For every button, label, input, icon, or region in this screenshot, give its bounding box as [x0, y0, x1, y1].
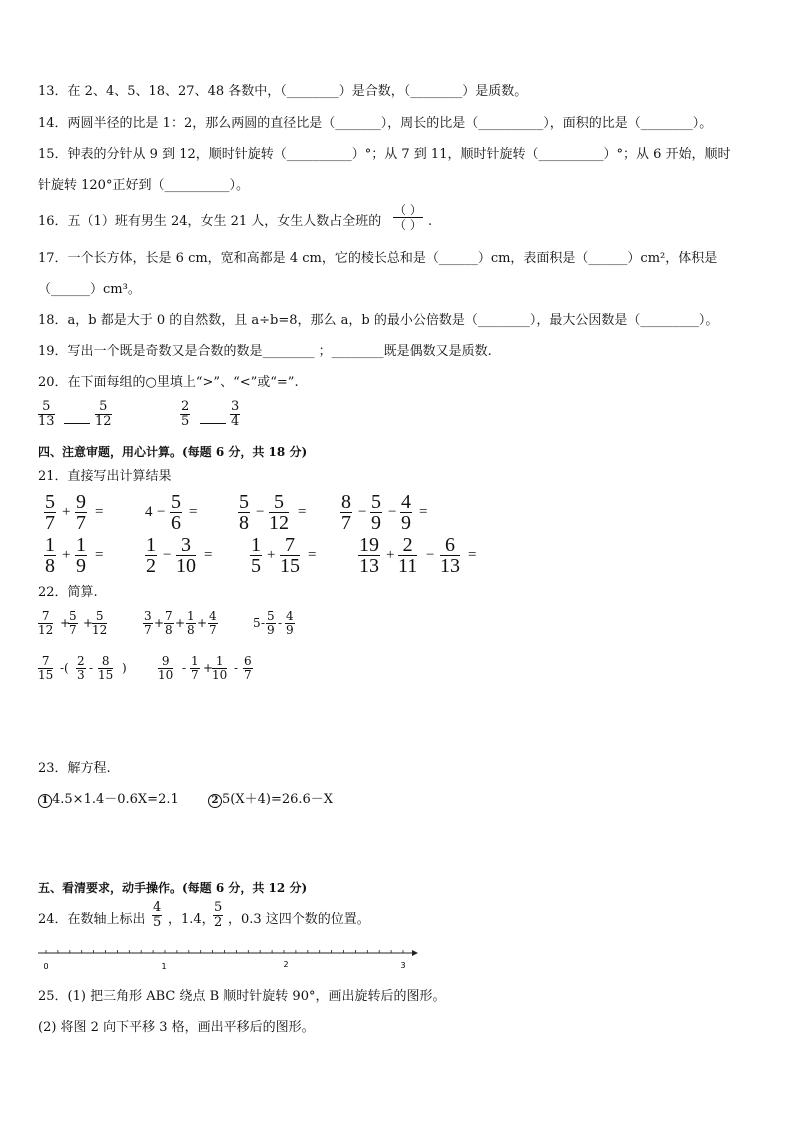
- question-17-line1: 17．一个长方体，长是 6 cm，宽和高都是 4 cm，它的棱长总和是（______）cm，表面积是（______）cm²，体积是: [38, 251, 718, 266]
- denominator: 10: [212, 668, 228, 682]
- numerator: 1: [146, 534, 156, 556]
- denominator: 5: [153, 915, 162, 930]
- q21-r2-e4-op1: +: [386, 547, 395, 563]
- denominator: 7: [76, 512, 86, 534]
- numerator: 8: [98, 655, 113, 669]
- q21-r1-e4-op1: −: [358, 504, 367, 520]
- numerator: 4: [153, 900, 162, 915]
- numerator: 4: [401, 491, 411, 513]
- denominator: 7: [144, 623, 152, 637]
- q22-r1-e2-f2: [164, 610, 174, 637]
- denominator: 3: [77, 668, 85, 682]
- numerator: 9: [76, 491, 86, 513]
- denominator: 8: [165, 623, 173, 637]
- question-17-line2: （______）cm³。: [38, 282, 141, 297]
- question-24-mid: ，1.4，: [168, 912, 215, 927]
- denominator: 10: [158, 668, 174, 682]
- q22-r2-e1-op2: -: [89, 661, 94, 675]
- q21-r2-e1-f2: [75, 535, 87, 576]
- denominator: 9: [371, 512, 381, 534]
- number-line[interactable]: [0, 945, 794, 985]
- numerator: 1: [212, 655, 227, 669]
- axis-arrow: [412, 950, 418, 956]
- q22-r1-e1-f1: [38, 610, 53, 637]
- q21-r2-e3-f1: [250, 535, 262, 576]
- q23-equation-1: [38, 792, 179, 808]
- numerator: 5: [38, 400, 55, 415]
- q21-r1-e2-op: −: [157, 504, 166, 520]
- axis-label-2: 2: [283, 960, 289, 969]
- numerator: 7: [38, 610, 53, 624]
- question-16: [38, 214, 381, 230]
- denominator: 4: [231, 414, 240, 429]
- numerator: 4: [209, 609, 217, 623]
- q22-r2-e2-op2: +: [203, 661, 214, 675]
- question-24-end: ，0.3 这四个数的位置。: [228, 912, 370, 927]
- q21-r1-e3-op: −: [256, 504, 265, 520]
- numerator: 4: [286, 609, 294, 623]
- q21-r1-e1-eq: =: [95, 504, 104, 520]
- q22-r1-e2-f3: [186, 610, 196, 637]
- q21-r2-e3-eq: =: [308, 547, 317, 563]
- q22-r2-e1-f3: [98, 655, 113, 682]
- numerator: 6: [440, 535, 460, 556]
- q21-r2-e3-f2: [280, 535, 300, 576]
- number-line-axis: [38, 950, 418, 956]
- numerator: 5: [371, 491, 381, 513]
- question-18: 18．a，b 都是大于 0 的自然数，且 a÷b=8，那么 a，b 的最小公倍数是（________），最大公因数是（_________）。: [38, 313, 719, 328]
- numerator: 3: [231, 399, 240, 414]
- q22-r1-e3-f2: [285, 610, 295, 637]
- q21-r1-e1-f1: [44, 492, 56, 533]
- q21-r2-e1-eq: =: [95, 547, 104, 563]
- numerator: 6: [244, 654, 252, 668]
- q22-r1-e2-op1: +: [154, 616, 165, 630]
- q21-r2-e4-f1: [358, 535, 380, 576]
- numerator: 5: [214, 900, 223, 915]
- q20-fraction-1b: [95, 400, 112, 429]
- q21-r2-e2-op: −: [163, 547, 172, 563]
- denominator: 5: [251, 555, 261, 577]
- q21-r1-e4-f2: [370, 492, 382, 533]
- equation-2-text: 5(X＋4)=26.6－X: [222, 792, 334, 807]
- q21-r1-e4-eq: =: [419, 504, 428, 520]
- question-16-text: 16．五（1）班有男生 24，女生 21 人，女生人数占全班的: [38, 214, 382, 229]
- numerator: 7: [38, 655, 53, 669]
- denominator: 7: [341, 512, 351, 534]
- denominator: 13: [440, 555, 460, 577]
- q21-r1-e3-eq: =: [298, 504, 307, 520]
- q21-r2-e4-op2: −: [426, 547, 435, 563]
- section-4-heading: 四、注意审题，用心计算。(每题 6 分，共 18 分): [38, 445, 308, 459]
- q21-r1-e3-f2: [269, 492, 289, 533]
- numerator: 2: [398, 535, 417, 556]
- numerator: 1: [187, 609, 195, 623]
- q20-fraction-2b: [230, 400, 240, 429]
- denominator: 11: [398, 555, 418, 577]
- q22-r2-e2-f3: [212, 655, 227, 682]
- numerator: 5: [269, 492, 289, 513]
- q21-r1-e2-eq: =: [189, 504, 198, 520]
- numerator: 5: [92, 610, 107, 624]
- q21-r1-e1-f2: [75, 492, 87, 533]
- q21-r1-e1-op: +: [62, 504, 71, 520]
- denominator: 13: [359, 555, 379, 577]
- question-23: 23．解方程.: [38, 761, 111, 776]
- q22-r2-e1-close: ): [122, 661, 127, 675]
- denominator: 7: [45, 512, 55, 534]
- q22-r1-e1-f3: [92, 610, 107, 637]
- q21-r2-e2-f1: [145, 535, 157, 576]
- question-24: [38, 912, 146, 928]
- denominator: 9: [401, 512, 411, 534]
- q22-r1-e2-op2: +: [175, 616, 186, 630]
- q24-fraction-2: [213, 901, 223, 930]
- axis-label-1: 1: [161, 962, 167, 971]
- q22-r1-e1-f2: [68, 610, 78, 637]
- q21-r2-e4-f2: [398, 535, 417, 576]
- q22-r1-e2-op3: +: [197, 616, 208, 630]
- q23-equation-2: [208, 792, 333, 808]
- q22-r1-e3-whole: 5: [253, 616, 261, 630]
- fraction-denominator: （ ）: [394, 218, 422, 232]
- denominator: 15: [38, 668, 54, 682]
- q21-r1-e4-f3: [400, 492, 412, 533]
- q22-r1-e2-f1: [143, 610, 153, 637]
- q20-fraction-2a: [180, 400, 190, 429]
- q20-compare-blank-2[interactable]: [200, 423, 226, 424]
- numerator: 7: [280, 535, 300, 556]
- numerator: 5: [171, 491, 181, 513]
- numerator: 9: [158, 655, 173, 669]
- q22-r1-e2-f4: [208, 610, 218, 637]
- denominator: 15: [280, 555, 300, 577]
- question-13: 13．在 2、4、5、18、27、48 各数中，（________）是合数，（________）是质数。: [38, 84, 528, 99]
- q22-r2-e1-op1: -(: [60, 661, 69, 675]
- section-5-heading: 五、看清要求，动手操作。(每题 6 分，共 12 分): [38, 881, 308, 895]
- q21-r2-e3-op: +: [267, 547, 276, 563]
- denominator: 12: [92, 623, 108, 637]
- numerator: 2: [181, 399, 190, 414]
- denominator: 2: [214, 915, 223, 930]
- question-25-part-1: 25．(1) 把三角形 ABC 绕点 B 顺时针旋转 90°，画出旋转后的图形。: [38, 989, 446, 1004]
- numerator: 1: [191, 654, 199, 668]
- denominator: 13: [38, 414, 55, 429]
- q21-r2-e1-f1: [44, 535, 56, 576]
- denominator: 7: [69, 623, 77, 637]
- denominator: 9: [76, 555, 86, 577]
- q21-r2-e4-f3: [440, 535, 460, 576]
- numerator: 5: [45, 491, 55, 513]
- q20-fraction-1a: [38, 400, 55, 429]
- numerator: 5: [239, 491, 249, 513]
- q22-r2-e2-f1: [158, 655, 173, 682]
- denominator: 7: [244, 668, 252, 682]
- denominator: 12: [38, 623, 54, 637]
- q21-r1-e2-f1: [170, 492, 182, 533]
- denominator: 2: [146, 555, 156, 577]
- denominator: 9: [267, 623, 275, 637]
- q22-r1-e3-op1: -: [278, 616, 283, 630]
- q22-r2-e2-op3: -: [234, 661, 239, 675]
- question-22: 22．简算.: [38, 585, 98, 600]
- numerator: 3: [176, 535, 196, 556]
- numerator: 2: [77, 654, 85, 668]
- q21-r2-e1-op: +: [62, 547, 71, 563]
- denominator: 7: [209, 623, 217, 637]
- denominator: 7: [191, 668, 199, 682]
- q22-r2-e2-f2: [190, 655, 200, 682]
- denominator: 9: [286, 623, 294, 637]
- denominator: 12: [95, 414, 112, 429]
- fraction-numerator: （ ）: [394, 203, 422, 217]
- q21-r1-e4-f1: [340, 492, 352, 533]
- q22-r1-e1-op1: +: [60, 616, 71, 630]
- denominator: 8: [45, 555, 55, 577]
- q21-r2-e2-eq: =: [204, 547, 213, 563]
- question-20: 20．在下面每组的○里填上“>”、“<”或“=”.: [38, 375, 299, 390]
- question-25-part-2: (2) 将图 2 向下平移 3 格，画出平移后的图形。: [38, 1020, 315, 1035]
- numerator: 1: [76, 534, 86, 556]
- numerator: 19: [359, 534, 379, 556]
- numerator: 1: [251, 534, 261, 556]
- question-24-text-start: 24．在数轴上标出: [38, 912, 146, 927]
- numerator: 5: [69, 609, 77, 623]
- denominator: 6: [171, 512, 181, 534]
- denominator: 12: [269, 512, 289, 534]
- circled-number-1: 1: [38, 794, 52, 808]
- q22-r1-e1-op2: +: [83, 616, 94, 630]
- q22-r2-e1-f1: [38, 655, 53, 682]
- question-15-line2: 针旋转 120°正好到（__________）。: [38, 178, 249, 193]
- numerator: 5: [95, 400, 112, 415]
- q20-compare-blank-1[interactable]: [64, 423, 90, 424]
- denominator: 15: [98, 668, 114, 682]
- numerator: 5: [267, 609, 275, 623]
- q21-r1-e4-op2: −: [388, 504, 397, 520]
- q22-r1-e3-f1: [266, 610, 276, 637]
- denominator: 10: [176, 555, 196, 577]
- q22-r2-e2-f4: [243, 655, 253, 682]
- q22-r2-e1-f2: [76, 655, 86, 682]
- q22-r1-e3-op0: -: [261, 616, 266, 630]
- circled-number-2: 2: [208, 794, 222, 808]
- q24-fraction-1: [152, 901, 162, 930]
- numerator: 1: [45, 534, 55, 556]
- q21-r1-e3-f1: [238, 492, 250, 533]
- q21-r2-e2-f2: [176, 535, 196, 576]
- numerator: 8: [341, 491, 351, 513]
- question-16-period: .: [428, 214, 433, 229]
- numerator: 7: [165, 609, 173, 623]
- denominator: 5: [181, 414, 190, 429]
- axis-label-3: 3: [400, 961, 406, 970]
- q21-r1-e2-whole: 4: [145, 504, 153, 520]
- question-21: 21．直接写出计算结果: [38, 469, 172, 484]
- equation-1-text: 4.5×1.4－0.6X=2.1: [52, 792, 179, 807]
- denominator: 8: [187, 623, 195, 637]
- question-14: 14．两圆半径的比是 1：2，那么两圆的直径比是（_______），周长的比是（__________），面积的比是（________）。: [38, 116, 713, 131]
- q21-r2-e4-eq: =: [468, 547, 477, 563]
- question-16-fraction: [393, 203, 423, 232]
- question-15-line1: 15．钟表的分针从 9 到 12，顺时针旋转（__________）°；从 7 到 11，顺时针旋转（__________）°；从 6 开始，顺时: [38, 147, 731, 162]
- axis-label-0: 0: [43, 962, 49, 971]
- question-19: 19．写出一个既是奇数又是合数的数是________ ；________既是偶数又是质数.: [38, 344, 492, 359]
- numerator: 3: [144, 609, 152, 623]
- q22-r2-e2-op1: -: [182, 661, 187, 675]
- denominator: 8: [239, 512, 249, 534]
